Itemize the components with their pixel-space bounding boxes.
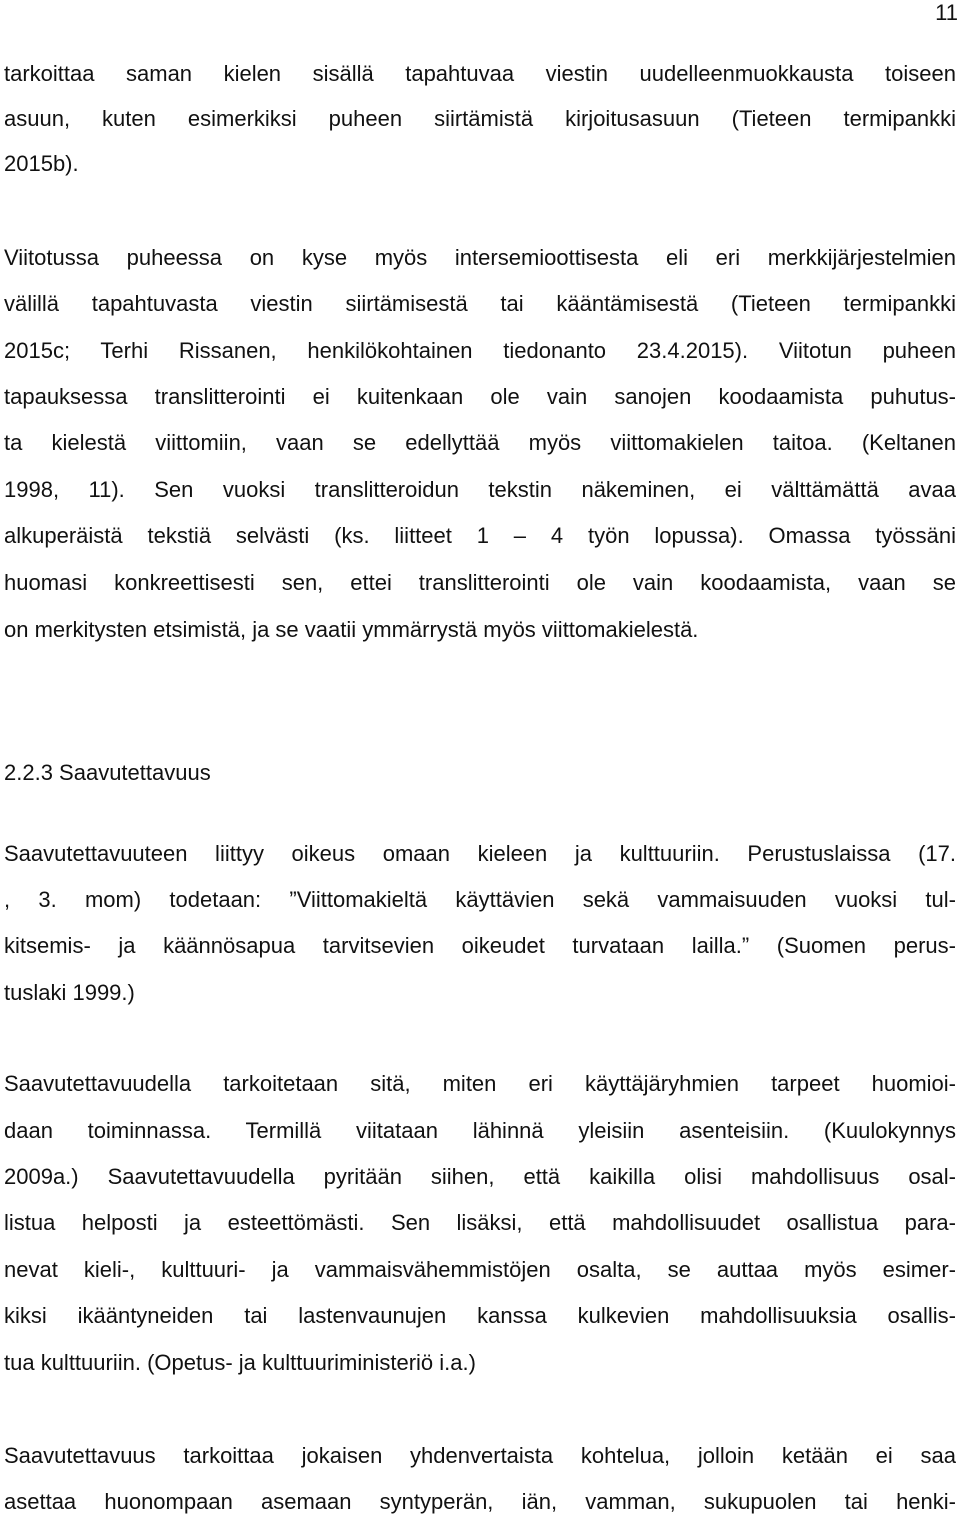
text-line: kiksi ikääntyneiden tai lastenvaunujen kanssa kulkevien mahdollisuuksia osallis- xyxy=(4,1303,956,1328)
text-line: 2015b). xyxy=(4,151,79,176)
text-line: asuun, kuten esimerkiksi puheen siirtämistä kirjoitusasuun (Tieteen termipankki xyxy=(4,106,956,131)
text-line: 2015c; Terhi Rissanen, henkilökohtainen tiedonanto 23.4.2015). Viitotun puheen xyxy=(4,338,956,363)
text-line: on merkitysten etsimistä, ja se vaatii ymmärrystä myös viittomakielestä. xyxy=(4,617,699,642)
text-line: 1998, 11). Sen vuoksi translitteroidun tekstin näkeminen, ei välttämättä avaa xyxy=(4,477,956,502)
section-heading: 2.2.3 Saavutettavuus xyxy=(4,760,211,785)
text-line: tarkoittaa saman kielen sisällä tapahtuvaa viestin uudelleenmuokkausta toiseen xyxy=(4,61,956,86)
text-line: alkuperäistä tekstiä selvästi (ks. liitteet 1 – 4 työn lopussa). Omassa työssäni xyxy=(4,523,956,548)
text-line: Saavutettavuudella tarkoitetaan sitä, miten eri käyttäjäryhmien tarpeet huomioi- xyxy=(4,1071,956,1096)
text-line: tuslaki 1999.) xyxy=(4,980,135,1005)
text-line: välillä tapahtuvasta viestin siirtämisestä tai kääntämisestä (Tieteen termipankki xyxy=(4,291,956,316)
text-line: tua kulttuuriin. (Opetus- ja kulttuuriministeriö i.a.) xyxy=(4,1350,476,1375)
text-line: asettaa huonompaan asemaan syntyperän, iän, vamman, sukupuolen tai henki- xyxy=(4,1489,956,1514)
text-line: Viitotussa puheessa on kyse myös intersemioottisesta eli eri merkkijärjestelmien xyxy=(4,245,956,270)
text-line: , 3. mom) todetaan: ”Viittomakieltä käyttävien sekä vammaisuuden vuoksi tul- xyxy=(4,887,956,912)
text-line: Saavutettavuus tarkoittaa jokaisen yhdenvertaista kohtelua, jolloin ketään ei saa xyxy=(4,1443,956,1468)
text-line: Saavutettavuuteen liittyy oikeus omaan kieleen ja kulttuuriin. Perustuslaissa (17. xyxy=(4,841,956,866)
text-line: daan toiminnassa. Termillä viitataan lähinnä yleisiin asenteisiin. (Kuulokynnys xyxy=(4,1118,956,1143)
text-line: huomasi konkreettisesti sen, ettei translitterointi ole vain koodaamista, vaan se xyxy=(4,570,956,595)
text-line: nevat kieli-, kulttuuri- ja vammaisvähemmistöjen osalta, se auttaa myös esimer- xyxy=(4,1257,956,1282)
text-line: ta kielestä viittomiin, vaan se edellyttää myös viittomakielen taitoa. (Keltanen xyxy=(4,430,956,455)
text-line: tapauksessa translitterointi ei kuitenkaan ole vain sanojen koodaamista puhutus- xyxy=(4,384,956,409)
text-line: kitsemis- ja käännösapua tarvitsevien oikeudet turvataan lailla.” (Suomen perus- xyxy=(4,933,956,958)
text-line: 2009a.) Saavutettavuudella pyritään siihen, että kaikilla olisi mahdollisuus osal- xyxy=(4,1164,956,1189)
text-line: listua helposti ja esteettömästi. Sen lisäksi, että mahdollisuudet osallistua para- xyxy=(4,1210,956,1235)
page-number: 11 xyxy=(935,0,958,25)
